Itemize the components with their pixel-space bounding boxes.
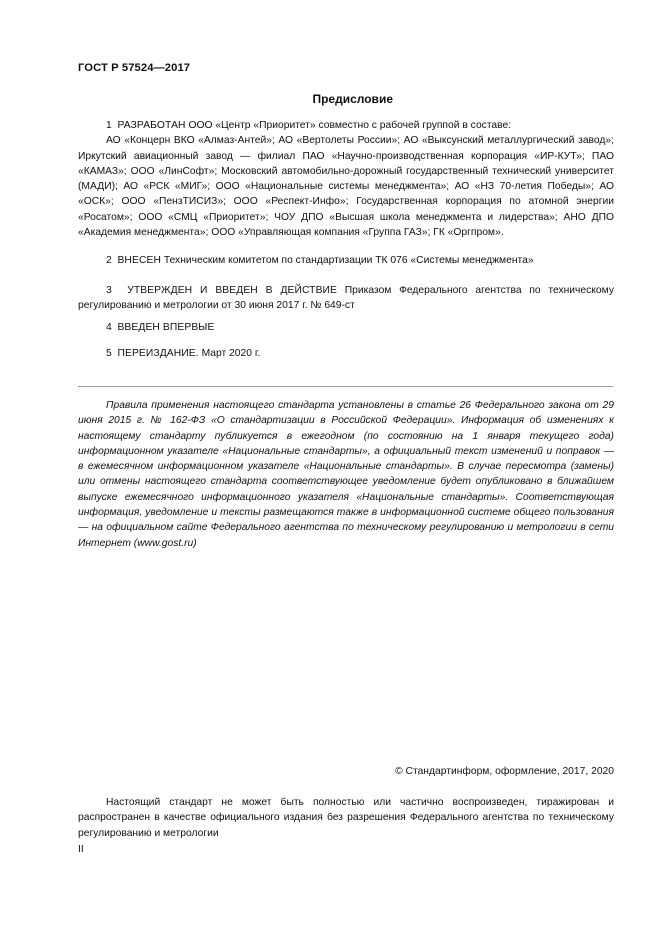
item-text: ООО «Центр «Приоритет» совместно с рабочей группой в составе: bbox=[185, 120, 512, 131]
item-label: ВНЕСЕН bbox=[117, 255, 161, 266]
foreword-item-3 bbox=[78, 283, 614, 314]
item-label: РАЗРАБОТАН bbox=[117, 120, 186, 131]
standard-code: ГОСТ Р 57524—2017 bbox=[78, 62, 191, 74]
item-label: ВВЕДЕН ВПЕРВЫЕ bbox=[117, 322, 215, 333]
foreword-item-5 bbox=[78, 346, 614, 361]
item-label: ПЕРЕИЗДАНИЕ. bbox=[117, 348, 199, 359]
item-text: Март 2020 г. bbox=[198, 348, 261, 359]
reproduction-notice: Настоящий стандарт не может быть полностью или частично воспроизведен, тиражирован и распространен в качестве официального издания без разрешения Федерального агентства по техническому регулированию и метрологии bbox=[78, 797, 614, 839]
page-title: Предисловие bbox=[312, 92, 393, 106]
item-number: 3 bbox=[106, 285, 112, 296]
page-number: II bbox=[78, 844, 84, 855]
foreword-item-4 bbox=[78, 320, 614, 335]
item-number: 1 bbox=[106, 120, 112, 131]
item-number: 5 bbox=[106, 348, 112, 359]
item-number: 4 bbox=[106, 322, 112, 333]
item-continuation: АО «Концерн ВКО «Алмаз-Антей»; АО «Вертолеты России»; АО «Выксунский металлургический завод»; Иркутский авиационный завод — филиал ПАО «Научно-производственная корпорация «ИР-КУТ»; ПАО «КАМАЗ»; ООО «ЛинСофт»; Московский автомобильно-дорожный государственный технический университет (МАДИ); АО «РСК «МИГ»; ООО «Национальные системы менеджмента»; АО «НЗ 70-летия Победы»; АО «ОСК»; ООО «ПензТИСИЗ»; ООО «Респект-Инфо»; Государственная корпорация по атомной энергии «Росатом»; ООО «СМЦ «Приоритет»; ЧОУ ДПО «Высшая школа менеджмента и лидерства»; АНО ДПО «Академия менеджмента»; ООО «Управляющая компания «Группа ГАЗ»; ГК «Оргпром». bbox=[78, 135, 614, 239]
foreword-item-2 bbox=[78, 253, 614, 268]
copyright-notice: © Стандартинформ, оформление, 2017, 2020 bbox=[395, 766, 614, 777]
item-text: Техническим комитетом по стандартизации ТК 076 «Системы менеджмента» bbox=[160, 255, 534, 266]
standard-application-notice: Правила применения настоящего стандарта установлены в статье 26 Федерального закона от 29 июня 2015 г. № 162-ФЗ «О стандартизации в Российской Федерации». Информация об изменениях к настоящему стандарту публикуется в ежегодном (по состоянию на 1 января текущего года) информационном указателе «Национальные стандарты», а официальный текст изменений и поправок — в ежемесячном информационном указателе «Национальные стандарты». В случае пересмотра (замены) или отмены настоящего стандарта соответствующее уведомление будет опубликовано в ближайшем выпуске ежемесячного информационного указателя «Национальные стандарты». Соответствующая информация, уведомление и тексты размещаются также в информационной системе общего пользования — на официальном сайте Федерального агентства по техническому регулированию и метрологии в сети Интернет (www.gost.ru) bbox=[78, 400, 614, 549]
item-text: Приказом Федерального агентства по техническому регулированию и метрологии от 30 июня 2017 г. № 649-ст bbox=[78, 285, 614, 312]
item-number: 2 bbox=[106, 255, 112, 266]
foreword-item-1 bbox=[78, 118, 614, 240]
section-divider bbox=[78, 386, 613, 387]
item-label: УТВЕРЖДЕН И ВВЕДЕН В ДЕЙСТВИЕ bbox=[127, 285, 338, 296]
